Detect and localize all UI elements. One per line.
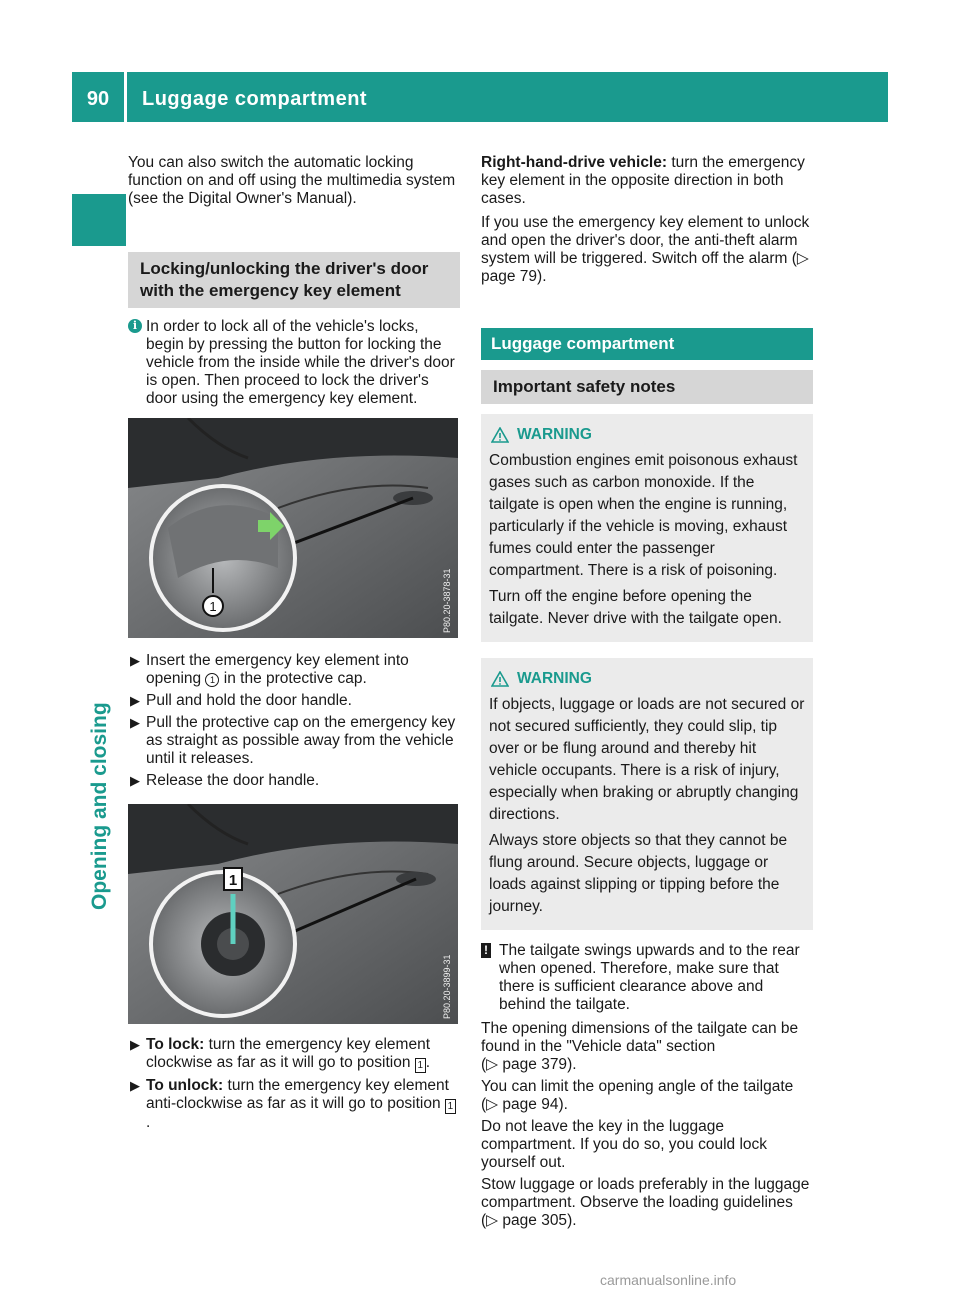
warning1-text-2: Turn off the engine before opening the tailgate. Never drive with the tailgate open. [489, 588, 782, 627]
warning1-text-1: Combustion engines emit poisonous exhaust gases such as carbon monoxide. If the tailgate is open when the engine is running, particularly if the vehicle is moving, exhaust fumes could enter the passenger compartment. There is a risk of poisoning. [489, 452, 798, 579]
side-label [88, 610, 112, 910]
angle-page-ref[interactable]: page 94 [502, 1096, 559, 1113]
arrow-icon: ▶ [130, 653, 140, 668]
exclamation-icon: ! [481, 943, 491, 958]
left-column [128, 154, 460, 1136]
warning2-text-2: Always store objects so that they cannot be flung around. Secure objects, luggage or loads against slipping or tipping before the journey. [489, 832, 788, 915]
stow-text: Stow luggage or loads preferably in the luggage compartment. Observe the loading guidelines [481, 1176, 810, 1211]
warning-title [489, 668, 805, 690]
rhd-paragraph [481, 154, 813, 208]
rhd-text: turn the emergency key element in the opposite direction in both cases. [481, 154, 805, 207]
stow-page-ref[interactable]: page 305 [502, 1212, 568, 1229]
warning-label: WARNING [517, 670, 592, 687]
page-ref-arrow-icon: ▷ [796, 250, 809, 267]
arrow-icon: ▶ [130, 1037, 140, 1052]
side-label-text: Opening and closing [88, 702, 111, 910]
to-lock-label: To lock: [146, 1036, 205, 1053]
info-icon: i [128, 319, 142, 333]
image1-code: P80.20-3878-31 [442, 568, 452, 633]
door-handle-image-1 [128, 418, 458, 638]
tailgate-note [481, 942, 813, 1014]
step-pull-handle [128, 692, 460, 710]
arrow-icon: ▶ [130, 693, 140, 708]
to-lock-text: turn the emergency key element clockwise as far as it will go to position [146, 1036, 431, 1071]
header-bar [72, 72, 888, 122]
page-ref-arrow-icon: ▷ [486, 1212, 499, 1229]
safety-heading: Important safety notes [481, 370, 813, 404]
dims-paragraph: The opening dimensions of the tailgate can be found in the "Vehicle data" section (▷ page 379). [481, 1020, 799, 1073]
header-title: Luggage compartment [142, 88, 368, 110]
chapter-heading: Luggage compartment [481, 328, 813, 360]
step-to-unlock [128, 1077, 460, 1132]
position-ref-circle: 1 [205, 673, 219, 687]
section-heading: Locking/unlocking the driver's door with the emergency key element [128, 252, 460, 308]
info-note-text: In order to lock all of the vehicle's locks, begin by pressing the button for locking the vehicle from the inside while the driver's door is open. Then proceed to lock the driver's door using the emergency key element. [146, 318, 455, 407]
page-number: 90 [86, 88, 110, 110]
stow-paragraph: Stow luggage or loads preferably in the luggage compartment. Observe the loading guidelines (▷ page 305). [481, 1176, 810, 1229]
step-pull-cap-text: Pull the protective cap on the emergency key as straight as possible away from the vehicle until it releases. [146, 714, 456, 767]
warning-title [489, 424, 805, 446]
angle-paragraph: You can limit the opening angle of the tailgate (▷ page 94). [481, 1078, 794, 1113]
page-ref-arrow-icon: ▷ [486, 1056, 499, 1073]
arrow-icon: ▶ [130, 715, 140, 730]
to-lock-after: . [425, 1054, 431, 1071]
arrow-icon: ▶ [130, 1078, 140, 1093]
alarm-page-ref[interactable]: page 79 [481, 268, 538, 285]
side-tab [72, 194, 126, 246]
dims-page-ref[interactable]: page 379 [502, 1056, 568, 1073]
step-pull-cap [128, 714, 460, 768]
image1-callout: 1 [209, 599, 217, 614]
step-release-handle-text: Release the door handle. [146, 772, 320, 789]
door-handle-image-2 [128, 804, 458, 1024]
right-column [481, 154, 813, 1230]
step-pull-handle-text: Pull and hold the door handle. [146, 692, 352, 709]
step-insert-key [128, 652, 460, 688]
image2-code: P80.20-3899-31 [442, 954, 452, 1019]
warning-box-objects [481, 658, 813, 930]
key-paragraph: Do not leave the key in the luggage compartment. If you do so, you could lock yourself out. [481, 1118, 768, 1171]
step-insert-key-before: Insert the emergency key element into opening [146, 652, 409, 687]
page-ref-arrow-icon: ▷ [486, 1096, 499, 1113]
warning-triangle-icon [491, 671, 509, 687]
intro-paragraph: You can also switch the automatic locking function on and off using the multimedia system (see the Digital Owner's Manual). [128, 154, 456, 207]
step-insert-key-after: in the protective cap. [219, 670, 367, 687]
position-ref-box: 1 [445, 1099, 456, 1114]
dims-text: The opening dimensions of the tailgate can be found in the "Vehicle data" section [481, 1020, 799, 1055]
to-unlock-label: To unlock: [146, 1077, 224, 1094]
image2-callout: 1 [228, 872, 238, 889]
angle-text: You can limit the opening angle of the tailgate [481, 1078, 794, 1095]
to-unlock-text: turn the emergency key element anti-clockwise as far as it will go to position [146, 1077, 449, 1112]
warning-label: WARNING [517, 426, 592, 443]
warning-triangle-icon [491, 427, 509, 443]
step-to-lock [128, 1036, 460, 1073]
rhd-label: Right-hand-drive vehicle: [481, 154, 668, 171]
watermark: carmanualsonline.info [600, 1272, 737, 1288]
alarm-paragraph: If you use the emergency key element to unlock and open the driver's door, the anti-theft alarm system will be triggered. Switch off the alarm (▷ page 79). [481, 214, 810, 285]
info-note [128, 318, 460, 408]
tailgate-note-text: The tailgate swings upwards and to the rear when opened. Therefore, make sure that there is sufficient clearance above and behind the tailgate. [499, 942, 800, 1013]
warning2-text-1: If objects, luggage or loads are not secured or not secured sufficiently, they could slip, tip over or be flung around and thereby hit vehicle occupants. There is a risk of injury, especially when braking or abruptly changing directions. [489, 696, 805, 823]
warning-box-exhaust [481, 414, 813, 642]
alarm-text: If you use the emergency key element to unlock and open the driver's door, the anti-theft alarm system will be triggered. Switch off the alarm [481, 214, 810, 267]
arrow-icon: ▶ [130, 773, 140, 788]
step-release-handle [128, 772, 460, 790]
to-unlock-after: . [146, 1114, 151, 1131]
position-ref-box: 1 [415, 1058, 426, 1073]
header-separator [124, 72, 127, 122]
